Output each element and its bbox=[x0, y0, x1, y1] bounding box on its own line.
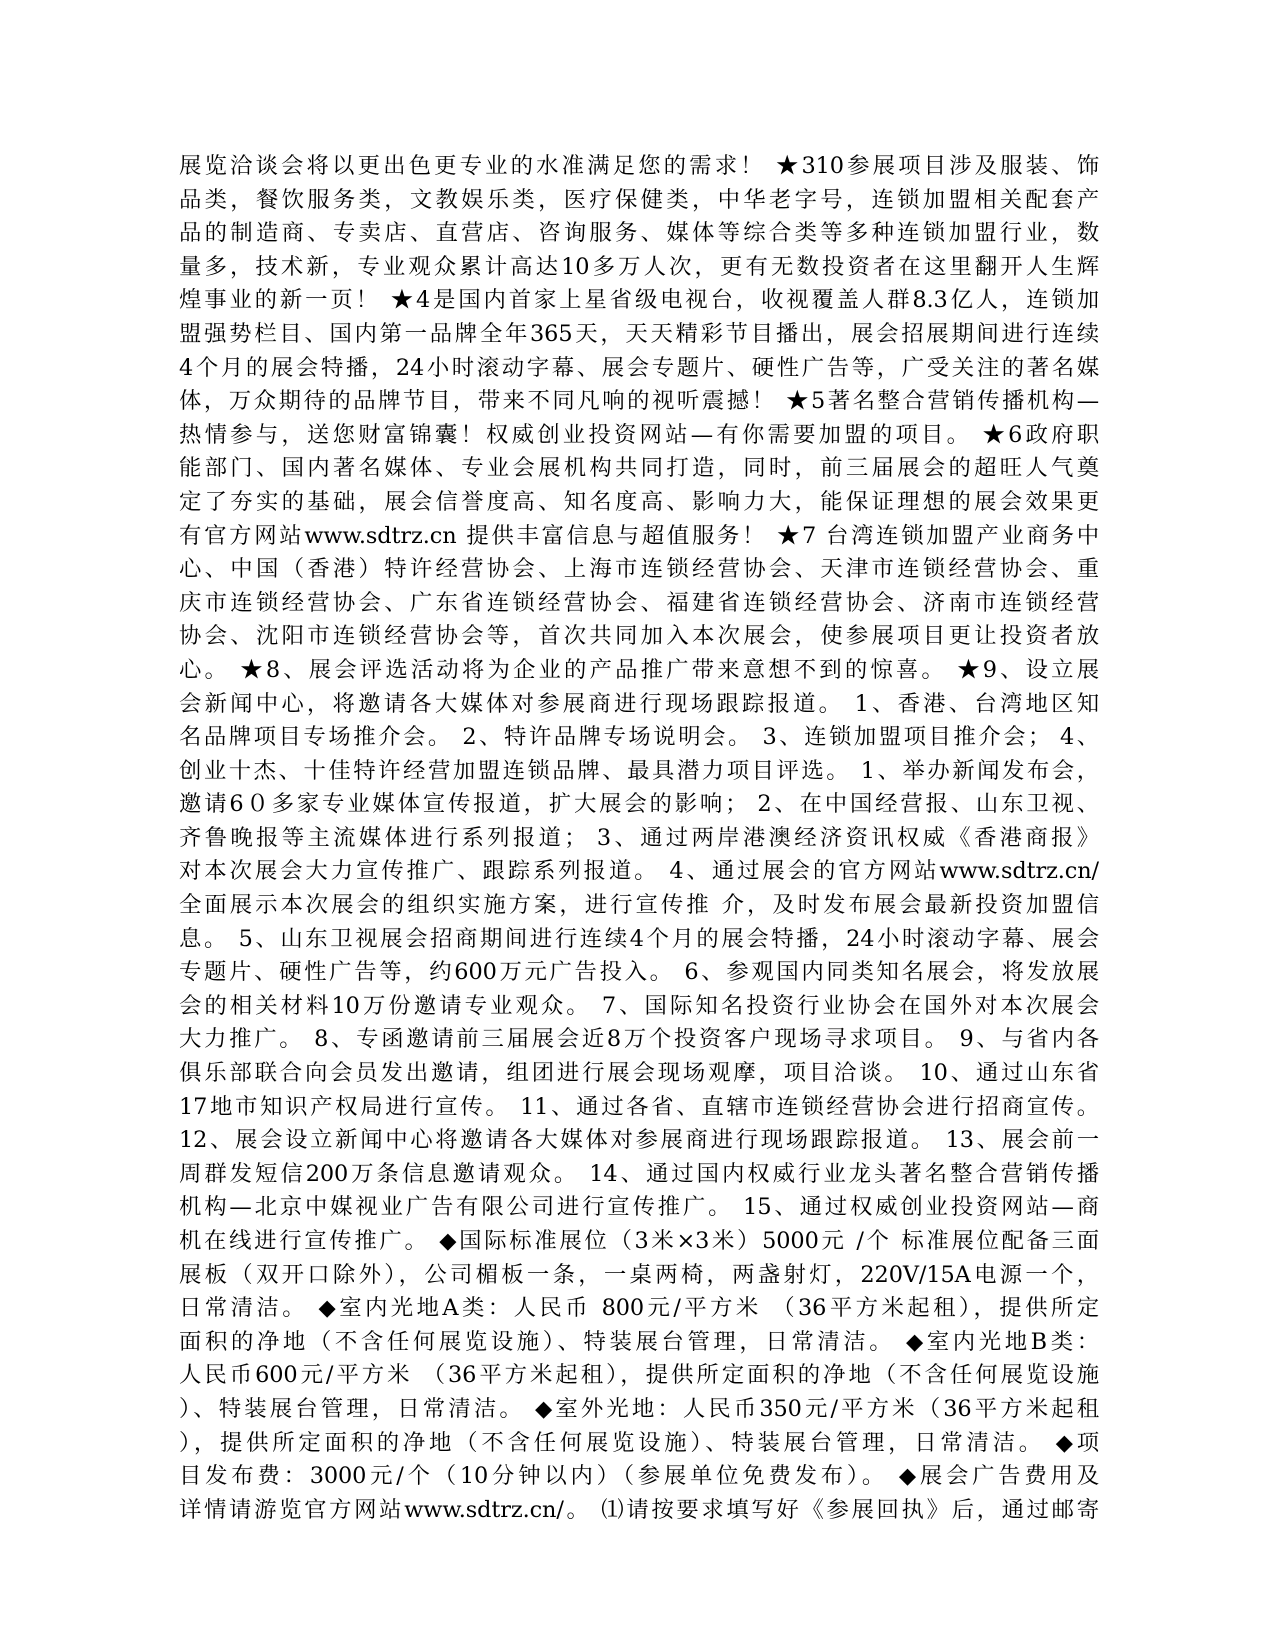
text-line: 大力推广。 8、专函邀请前三届展会近8万个投资客户现场寻求项目。 9、与省内各 bbox=[179, 1026, 1099, 1053]
text-line: 周群发短信200万条信息邀请观众。 14、通过国内权威行业龙头著名整合营销传播 bbox=[179, 1160, 1099, 1187]
text-line: 能部门、国内著名媒体、专业会展机构共同打造，同时，前三届展会的超旺人气奠 bbox=[179, 455, 1099, 482]
text-line: 专题片、硬性广告等，约600万元广告投入。 6、参观国内同类知名展会，将发放展 bbox=[179, 959, 1099, 986]
text-line: 定了夯实的基础，展会信誉度高、知名度高、影响力大，能保证理想的展会效果更 bbox=[179, 488, 1099, 515]
text-line: 对本次展会大力宣传推广、跟踪系列报道。 4、通过展会的官方网站www.sdtrz.cn/ bbox=[179, 858, 1099, 885]
text-line: 热情参与，送您财富锦囊！权威创业投资网站—有你需要加盟的项目。 ★6政府职 bbox=[179, 421, 1099, 448]
text-line: 有官方网站www.sdtrz.cn 提供丰富信息与超值服务！ ★7 台湾连锁加盟产业商务中 bbox=[179, 522, 1099, 549]
text-line: 12、展会设立新闻中心将邀请各大媒体对参展商进行现场跟踪报道。 13、展会前一 bbox=[179, 1127, 1099, 1154]
text-line: 人民币600元/平方米 （36平方米起租），提供所定面积的净地（不含任何展览设施 bbox=[179, 1362, 1099, 1389]
text-line: 面积的净地（不含任何展览设施）、特装展台管理，日常清洁。 ◆室内光地B类： bbox=[179, 1328, 1099, 1355]
text-line: 品的制造商、专卖店、直营店、咨询服务、媒体等综合类等多种连锁加盟行业，数 bbox=[179, 220, 1099, 247]
text-line: 俱乐部联合向会员发出邀请，组团进行展会现场观摩，项目洽谈。 10、通过山东省 bbox=[179, 1060, 1099, 1087]
text-line: 量多，技术新，专业观众累计高达10多万人次，更有无数投资者在这里翻开人生辉 bbox=[179, 253, 1099, 280]
text-line: 体，万众期待的品牌节目，带来不同凡响的视听震撼！ ★5著名整合营销传播机构— bbox=[179, 388, 1099, 415]
text-line: 盟强势栏目、国内第一品牌全年365天，天天精彩节目播出，展会招展期间进行连续 bbox=[179, 320, 1099, 347]
text-line: 会的相关材料10万份邀请专业观众。 7、国际知名投资行业协会在国外对本次展会 bbox=[179, 992, 1099, 1019]
text-line: 齐鲁晚报等主流媒体进行系列报道； 3、通过两岸港澳经济资讯权威《香港商报》 bbox=[179, 824, 1099, 851]
body-text bbox=[179, 150, 1099, 1527]
text-line: 煌事业的新一页！ ★4是国内首家上星省级电视台，收视覆盖人群8.3亿人，连锁加 bbox=[179, 287, 1099, 314]
text-line: ）、特装展台管理，日常清洁。 ◆室外光地：人民币350元/平方米（36平方米起租 bbox=[179, 1395, 1099, 1422]
text-line: 品类，餐饮服务类，文教娱乐类，医疗保健类，中华老字号，连锁加盟相关配套产 bbox=[179, 186, 1099, 213]
text-line: 会新闻中心，将邀请各大媒体对参展商进行现场跟踪报道。 1、香港、台湾地区知 bbox=[179, 690, 1099, 717]
text-line: 协会、沈阳市连锁经营协会等，首次共同加入本次展会，使参展项目更让投资者放 bbox=[179, 623, 1099, 650]
text-line: 机构—北京中媒视业广告有限公司进行宣传推广。 15、通过权威创业投资网站—商 bbox=[179, 1194, 1099, 1221]
text-line: 展览洽谈会将以更出色更专业的水准满足您的需求！ ★310参展项目涉及服装、饰 bbox=[179, 153, 1099, 179]
text-line: 17地市知识产权局进行宣传。 11、通过各省、直辖市连锁经营协会进行招商宣传。 bbox=[179, 1093, 1099, 1120]
text-line: 详情请游览官方网站www.sdtrz.cn/。 ⑴请按要求填写好《参展回执》后，通过邮寄 bbox=[179, 1496, 1099, 1523]
text-line: 目发布费：3000元/个（10分钟以内）（参展单位免费发布）。 ◆展会广告费用及 bbox=[179, 1463, 1099, 1490]
text-line: 邀请6０多家专业媒体宣传报道，扩大展会的影响； 2、在中国经营报、山东卫视、 bbox=[179, 791, 1099, 818]
text-line: 展板（双开口除外），公司楣板一条，一桌两椅，两盏射灯，220V/15A电源一个， bbox=[179, 1261, 1099, 1288]
text-line: 庆市连锁经营协会、广东省连锁经营协会、福建省连锁经营协会、济南市连锁经营 bbox=[179, 589, 1099, 616]
text-line: 全面展示本次展会的组织实施方案，进行宣传推 介，及时发布展会最新投资加盟信 bbox=[179, 892, 1099, 919]
text-line: 创业十杰、十佳特许经营加盟连锁品牌、最具潜力项目评选。 1、举办新闻发布会， bbox=[179, 757, 1099, 784]
text-line: 心。 ★8、展会评选活动将为企业的产品推广带来意想不到的惊喜。 ★9、设立展 bbox=[179, 656, 1099, 683]
text-line: ），提供所定面积的净地（不含任何展览设施）、特装展台管理，日常清洁。 ◆项 bbox=[179, 1429, 1099, 1456]
text-line: 息。 5、山东卫视展会招商期间进行连续4个月的展会特播，24小时滚动字幕、展会 bbox=[179, 925, 1099, 952]
text-line: 日常清洁。 ◆室内光地A类：人民币 800元/平方米 （36平方米起租），提供所定 bbox=[179, 1295, 1099, 1322]
text-line: 机在线进行宣传推广。 ◆国际标准展位（3米×3米）5000元 /个 标准展位配备三面 bbox=[179, 1228, 1099, 1254]
text-line: 名品牌项目专场推介会。 2、特许品牌专场说明会。 3、连锁加盟项目推介会； 4、 bbox=[179, 724, 1099, 751]
text-line: 4个月的展会特播，24小时滚动字幕、展会专题片、硬性广告等，广受关注的著名媒 bbox=[179, 354, 1099, 381]
text-line: 心、中国（香港）特许经营协会、上海市连锁经营协会、天津市连锁经营协会、重 bbox=[179, 556, 1099, 583]
